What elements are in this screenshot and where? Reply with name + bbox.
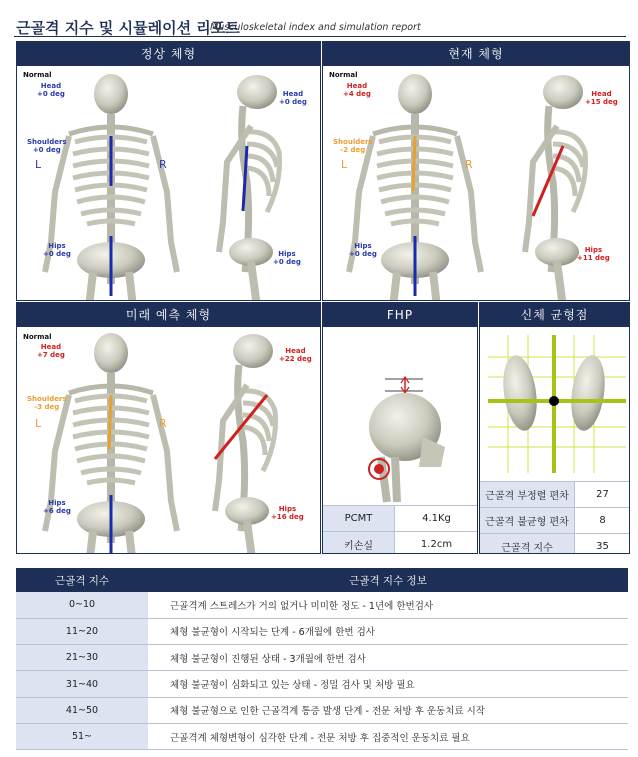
index-label: 근골격 지수 — [480, 534, 575, 555]
panel-normal-posture — [16, 41, 321, 301]
panel-current-posture — [322, 41, 630, 301]
index-info: 체형 불균형이 시작되는 단계 - 6개월에 한번 검사 — [148, 618, 628, 644]
index-col-range: 근골격 지수 — [16, 568, 148, 592]
imbalance-label: 근골격 불균형 편차 — [480, 508, 575, 534]
current-hips-deg: Hips +0 deg — [349, 242, 377, 258]
panel-fhp-body — [323, 327, 477, 553]
index-info: 체형 불균형이 심화되고 있는 상태 - 정밀 검사 및 처방 필요 — [148, 671, 628, 697]
future-hips-deg: Hips +6 deg — [43, 499, 71, 515]
panel-current-header: 현재 체형 — [323, 42, 629, 66]
current-left-marker: L — [341, 158, 348, 171]
balance-metrics-table — [479, 481, 630, 554]
index-range: 41~50 — [16, 697, 148, 723]
report-title: 근골격 지수 및 시뮬레이션 리포트 — [16, 19, 240, 37]
table-row — [16, 645, 628, 671]
index-range: 0~10 — [16, 592, 148, 618]
normal-shoulders-deg: Shoulders +0 deg — [27, 138, 67, 154]
balance-feet-image — [480, 327, 630, 477]
misalign-value: 27 — [575, 482, 631, 508]
panel-fhp — [322, 302, 478, 554]
height-loss-label: 키손실 — [323, 532, 395, 555]
panel-normal-header: 정상 체형 — [17, 42, 320, 66]
current-shoulders-deg: Shoulders -2 deg — [333, 138, 373, 154]
index-value: 35 — [575, 534, 631, 555]
report-title-bar — [14, 11, 626, 37]
index-info: 체형 불균형으로 인한 근골격계 통증 발생 단계 - 전문 처방 후 운동치료 시작 — [148, 697, 628, 723]
panel-future-body — [17, 327, 320, 553]
fhp-head-image — [323, 327, 478, 505]
current-side-head-deg: Head +15 deg — [585, 90, 618, 106]
current-skeleton-image — [323, 66, 630, 301]
index-info: 체형 불균형이 진행된 상태 - 3개월에 한번 검사 — [148, 645, 628, 671]
current-head-deg: Head +4 deg — [343, 82, 371, 98]
index-range: 21~30 — [16, 645, 148, 671]
report-subtitle: Musculoskeletal index and simulation report — [210, 22, 421, 33]
index-info: 근골격계 체형변형이 심각한 단계 - 전문 처방 후 집중적인 운동치료 필요 — [148, 723, 628, 749]
misalign-row — [480, 482, 631, 508]
table-row — [16, 723, 628, 749]
index-table-header — [16, 568, 628, 592]
normal-side-hips-deg: Hips +0 deg — [273, 250, 301, 266]
pcmt-label: PCMT — [323, 506, 395, 532]
panel-balance-body — [480, 327, 629, 553]
pcmt-row — [323, 506, 479, 532]
height-loss-value: 1.2cm — [395, 532, 479, 555]
height-loss-row — [323, 532, 479, 555]
index-info: 근골격계 스트레스가 거의 없거나 미미한 정도 - 1년에 한번검사 — [148, 592, 628, 618]
table-row — [16, 671, 628, 697]
index-range: 11~20 — [16, 618, 148, 644]
future-legend-label: Normal — [23, 333, 52, 341]
future-left-marker: L — [35, 417, 42, 430]
panel-balance-header: 신체 균형점 — [480, 303, 629, 327]
index-range: 31~40 — [16, 671, 148, 697]
misalign-label: 근골격 부정렬 편차 — [480, 482, 575, 508]
current-right-marker: R — [465, 158, 473, 171]
imbalance-value: 8 — [575, 508, 631, 534]
index-range: 51~ — [16, 723, 148, 749]
panel-fhp-header: FHP — [323, 303, 477, 327]
index-row — [480, 534, 631, 555]
panel-current-body — [323, 66, 629, 300]
normal-left-marker: L — [35, 158, 42, 171]
normal-hips-deg: Hips +0 deg — [43, 242, 71, 258]
future-head-deg: Head +7 deg — [37, 343, 65, 359]
current-legend-label: Normal — [329, 71, 358, 79]
fhp-metrics-table — [322, 505, 478, 554]
normal-right-marker: R — [159, 158, 167, 171]
current-side-hips-deg: Hips +11 deg — [577, 246, 610, 262]
table-row — [16, 592, 628, 618]
normal-legend-label: Normal — [23, 71, 52, 79]
imbalance-row — [480, 508, 631, 534]
table-row — [16, 618, 628, 644]
panel-normal-body — [17, 66, 320, 300]
panel-future-posture — [16, 302, 321, 554]
future-side-hips-deg: Hips +16 deg — [271, 505, 304, 521]
index-col-info: 근골격 지수 정보 — [148, 568, 628, 592]
panel-balance-point — [479, 302, 630, 554]
future-shoulders-deg: Shoulders -3 deg — [27, 395, 67, 411]
table-row — [16, 697, 628, 723]
pcmt-value: 4.1Kg — [395, 506, 479, 532]
future-right-marker: R — [159, 417, 167, 430]
panel-future-header: 미래 예측 체형 — [17, 303, 320, 327]
normal-side-head-deg: Head +0 deg — [279, 90, 307, 106]
future-side-head-deg: Head +22 deg — [279, 347, 312, 363]
index-info-table — [16, 568, 628, 750]
normal-head-deg: Head +0 deg — [37, 82, 65, 98]
